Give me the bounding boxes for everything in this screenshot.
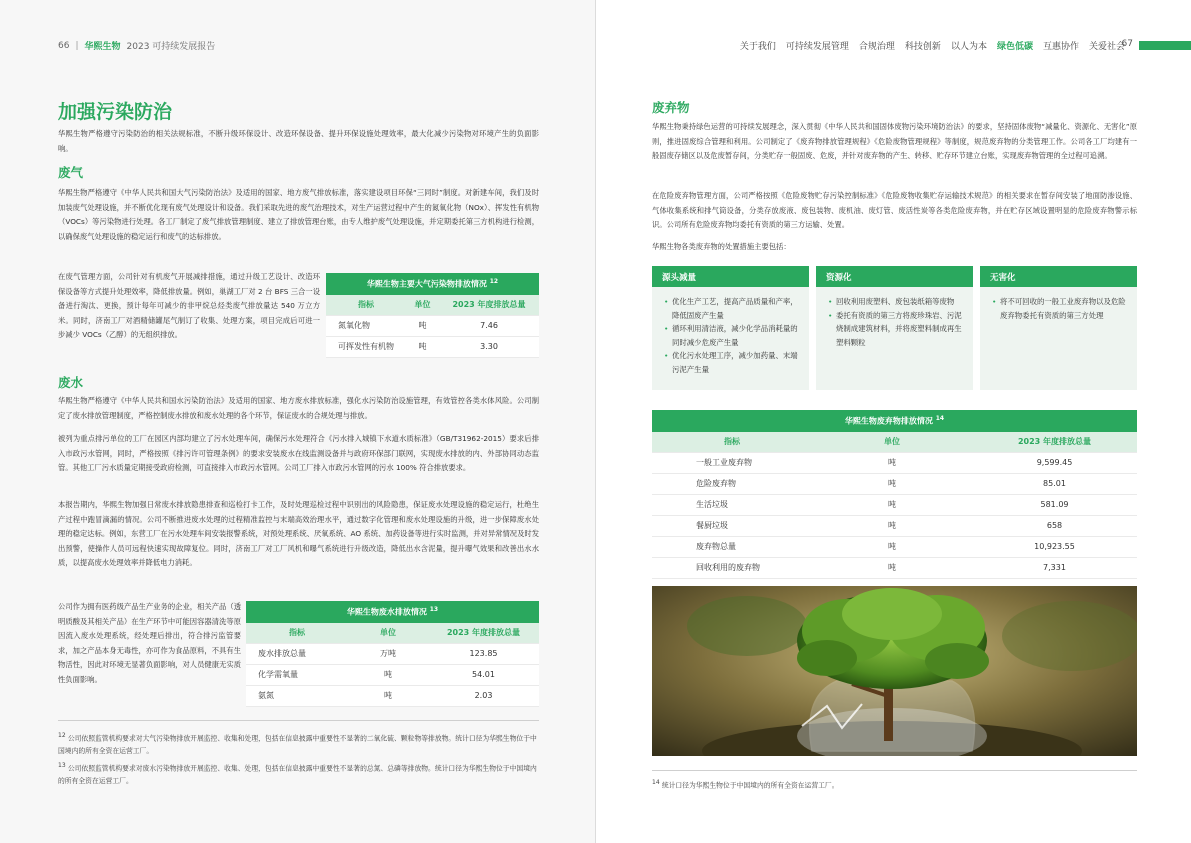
header-divider: | xyxy=(75,40,79,51)
wastewater-table xyxy=(246,601,539,707)
table-row: 一般工业废弃物 吨 9,599.45 xyxy=(652,452,1137,473)
table-row: 餐厨垃圾 吨 658 xyxy=(652,515,1137,536)
table-header: 单位 xyxy=(348,623,428,643)
nav-green[interactable]: 绿色低碳 xyxy=(996,42,1033,52)
list-item: • 循环利用清洁液，减少化学品消耗量的同时减少危废产生量 xyxy=(664,322,801,349)
water-paragraph-3: 本报告期内，华熙生物加强日常废水排放隐患排查和巡检打卡工作，及时处理巡检过程中识别出的风险隐患，保证废水处理设施的稳定运行，杜绝生产过程中跑冒滴漏的情况。公司不断推进废水处理的过程精准监控与末端高效治理水平，通过数字化管理和废水处理设施的升级，进一步保障废水处理的稳定达标。例如，东营工厂在污水处理车间安装报警系统，对预处理系统、厌氧系统、AO 系统、加药设备等进行实时监测，并对异常情况及时发出预警，使操作人员可远程快速实现故障复位。同时，济南工厂对工厂风机和曝气系统进行升级改造，降低出水含泥量，提升曝气效果和改善出水水质，以提高废水处理效率并降低电力消耗。 xyxy=(58,500,539,568)
water-paragraph-4: 公司作为拥有医药级产品生产业务的企业，相关产品（透明质酸及其相关产品）在生产环节中可能因容器清洗等原因流入废水处理系统，经处理后排出，符合排污监管要求，加之产品本身无毒性，亦可作为食品原料，不具有生物活性，因此对环境无显著负面影响，对人员健康无实质性负面影响。 xyxy=(58,602,241,684)
table-row: 废弃物总量 吨 10,923.55 xyxy=(652,536,1137,557)
table-header: 2023 年度排放总量 xyxy=(428,623,539,643)
footnote-divider xyxy=(58,720,539,721)
air-paragraph-2: 在废气管理方面，公司针对有机废气开展减排措施，通过升级工艺设计、改造环保设备等方式提升处理效率，降低排放量。例如，巢湖工厂对 2 台 BFS 三合一设备进行淘汰、更换，预计每年可减少的非甲烷总烃类废气排放量达 540 万立方米。同时，济南工厂对酒精储罐尾气制订了收集、处理方案，项目完成后可进一步减少 VOCs（乙醇）的无组织排放。 xyxy=(58,272,320,340)
list-item: • 优化污水处理工序，减少加药量、末端污泥产生量 xyxy=(664,349,801,376)
water-paragraph-1: 华熙生物严格遵守《中华人民共和国水污染防治法》及适用的国家、地方废水排放标准，强化水污染防治设施管理，有效管控各类水体风险。公司制定了废水排放管理制度，严格控制废水排放和废水处理的各个环节，保证废水的合规处理与排放。 xyxy=(58,396,539,420)
table-header: 指标 xyxy=(246,623,348,643)
nav-governance[interactable]: 合规治理 xyxy=(858,42,895,52)
right-page-number: 67 xyxy=(1121,39,1133,49)
tree-in-bulb-photo xyxy=(652,586,1137,756)
left-page-number: 66 xyxy=(58,40,70,51)
list-item: • 委托有资质的第三方将废珍珠岩、污泥烧制成建筑材料，并将废塑料制成再生塑料颗粒 xyxy=(828,309,965,350)
air-table-caption: 华熙生物主要大气污染物排放情况 $^{12}$ xyxy=(326,273,539,295)
nav-people[interactable]: 以人为本 xyxy=(950,42,987,52)
waste-heading: 废弃物 xyxy=(652,100,690,115)
waste-paragraph-1: 华熙生物秉持绿色运营的可持续发展理念，深入贯彻《中华人民共和国固体废物污染环境防治法》的要求，坚持固体废物“减量化、资源化、无害化”原则，推进固废综合管理和利用。公司制定了《废弃物排放管理规程》《危险废物管理规程》等制度，规范废弃物的分类管理工作。公司各工厂均建有一般固废存储区以及危废暂存间，分类贮存一般固废、危废，并针对废弃物的产生、转移、贮存环节建立台账，实现废弃物管理的全过程可追溯。 xyxy=(652,122,1137,161)
list-item: • 将不可回收的一般工业废弃物以及危险废弃物委托有资质的第三方处理 xyxy=(992,295,1129,322)
water-paragraph-2: 被列为重点排污单位的工厂在园区内部均建立了污水处理车间，确保污水处理符合《污水排入城镇下水道水质标准》（GB/T31962-2015）要求后排入市政污水管网，同时，严格按照《排污许可管理条例》的要求安装废水在线监测设备并与政府环保部门联网，实现废水排放的内、外部协同动态监管。其他工厂污水质量定期接受政府检测，可直接排入市政污水管网。公司工厂排入市政污水管网的污水 100% 符合排放要求。 xyxy=(58,434,539,473)
reduction-box xyxy=(652,266,809,390)
list-item: • 优化生产工艺，提高产品质量和产率，降低固废产生量 xyxy=(664,295,801,322)
air-emissions-table xyxy=(326,273,539,358)
brand-name: 华熙生物 xyxy=(84,42,121,52)
table-row: 生活垃圾 吨 581.09 xyxy=(652,494,1137,515)
table-row: 回收利用的废弃物 吨 7,331 xyxy=(652,557,1137,578)
right-footnote-divider xyxy=(652,770,1137,771)
box-title: 资源化 xyxy=(816,266,973,287)
table-header: 指标 xyxy=(326,295,406,315)
section-marker-bar xyxy=(1139,41,1191,50)
box-title: 源头减量 xyxy=(652,266,809,287)
report-title: 2023 可持续发展报告 xyxy=(126,42,216,52)
air-heading: 废气 xyxy=(58,165,84,180)
table-row: 化学需氧量 吨 54.01 xyxy=(246,664,539,685)
table-header: 单位 xyxy=(406,295,439,315)
table-header: 单位 xyxy=(812,432,972,452)
table-row: 废水排放总量 万吨 123.85 xyxy=(246,643,539,664)
nav-innovation[interactable]: 科技创新 xyxy=(904,42,941,52)
table-row: 氨氮 吨 2.03 xyxy=(246,685,539,706)
nav-society[interactable]: 关爱社会 xyxy=(1088,42,1125,52)
intro-paragraph: 华熙生物严格遵守污染防治的相关法规标准，不断升级环保设计、改造环保设备、提升环保设施处理效率，最大化减少污染物对环境产生的负面影响。 xyxy=(58,129,539,153)
table-row: 危险废弃物 吨 85.01 xyxy=(652,473,1137,494)
waste-paragraph-3: 华熙生物各类废弃物的处置措施主要包括： xyxy=(652,242,791,251)
nav-about[interactable]: 关于我们 xyxy=(739,42,776,52)
harmless-box xyxy=(980,266,1137,390)
table-header: 2023 年度排放总量 xyxy=(439,295,539,315)
waste-paragraph-2: 在危险废弃物管理方面，公司严格按照《危险废物贮存污染控制标准》《危险废物收集贮存运输技术规范》的相关要求在暂存间安装了地面防渗设施、气体收集系统和排气筒设备，分类存放废液、废包装物、废机油、废灯管、废活性炭等各类危险废弃物，并在贮存区域设置明显的危险废弃物警示标识。公司所有危险废弃物均委托有资质的第三方运输、处置。 xyxy=(652,191,1137,230)
water-heading: 废水 xyxy=(58,375,84,390)
footnote-13: 13 公司依照监管机构要求对废水污染物排放开展监控、收集、处理，包括在信息披露中重要性不显著的总氮、总磷等排放物。统计口径为华熙生物位于中国境内的所有全资在运营工厂。 xyxy=(58,762,537,786)
left-header xyxy=(58,39,215,52)
waste-table xyxy=(652,410,1137,579)
nav-sustainability[interactable]: 可持续发展管理 xyxy=(785,42,849,52)
top-nav xyxy=(740,39,1125,52)
page-spine xyxy=(595,0,596,843)
table-row: 氮氧化物 吨 7.46 xyxy=(326,315,539,336)
page-title: 加强污染防治 xyxy=(58,101,173,123)
recycling-box xyxy=(816,266,973,390)
footnote-12: 12 公司依照监管机构要求对大气污染物排放开展监控、收集和处理，包括在信息披露中重要性不显著的二氧化硫、颗粒物等排放物。统计口径为华熙生物位于中国境内的所有全资在运营工厂。 xyxy=(58,732,537,756)
air-paragraph-1: 华熙生物严格遵守《中华人民共和国大气污染防治法》及适用的国家、地方废气排放标准，落实建设项目环保“三同时”制度。对新建车间，我们及时加装废气处理设施，并不断优化现有废气处理设计和设备。我们采取先进的废气治理技术，对生产运营过程中产生的氮氧化物（NOx）、挥发性有机物（VOCs）等污染物进行处理。各工厂制定了废气排放管理制度、建立了排放管理台账，由专人维护废气处理设施，并定期委托第三方机构进行检测，以确保废气处理设施的稳定运行和废气的达标排放。 xyxy=(58,188,539,241)
nav-cooperation[interactable]: 互惠协作 xyxy=(1042,42,1079,52)
table-row: 可挥发性有机物 吨 3.30 xyxy=(326,336,539,357)
table-header: 2023 年度排放总量 xyxy=(972,432,1137,452)
table-header: 指标 xyxy=(652,432,812,452)
box-title: 无害化 xyxy=(980,266,1137,287)
list-item: • 回收利用废塑料、废包装纸箱等废物 xyxy=(828,295,965,309)
footnote-14: 14 统计口径为华熙生物位于中国境内的所有全资在运营工厂。 xyxy=(652,779,839,790)
waste-table-caption: 华熙生物废弃物排放情况 $^{14}$ xyxy=(652,410,1137,432)
water-table-caption: 华熙生物废水排放情况 $^{13}$ xyxy=(246,601,539,623)
